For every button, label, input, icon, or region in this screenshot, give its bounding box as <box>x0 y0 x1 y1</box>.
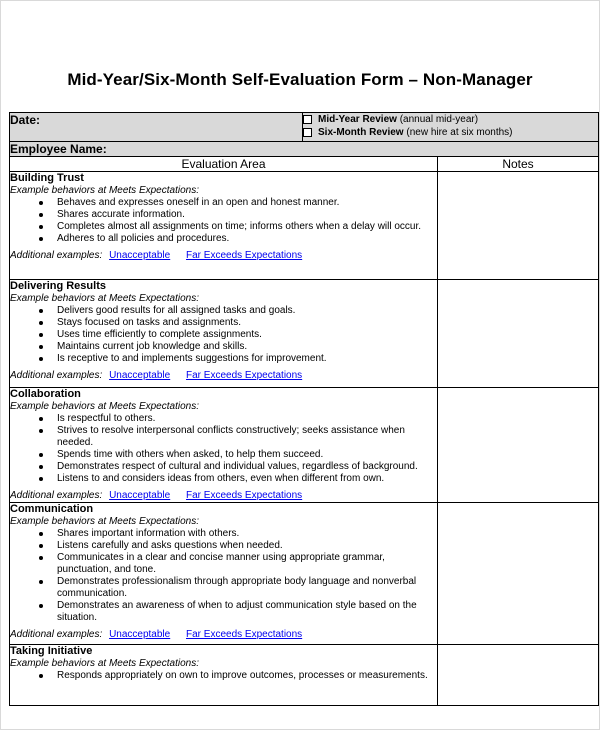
additional-examples-label: Additional examples: <box>10 370 103 381</box>
behavior-list <box>10 670 437 682</box>
unacceptable-link[interactable]: Unacceptable <box>109 490 171 501</box>
evaluation-area-cell <box>10 645 438 706</box>
notes-cell[interactable] <box>438 645 599 706</box>
behavior-item: Is receptive to and implements suggestions for improvement. <box>57 353 437 365</box>
behavior-list <box>10 413 437 485</box>
evaluation-area-cell <box>10 503 438 645</box>
additional-examples <box>10 370 437 382</box>
behavior-item: Strives to resolve interpersonal conflicts constructively; seeks assistance when needed. <box>57 425 437 449</box>
date-row <box>10 113 599 142</box>
unacceptable-link[interactable]: Unacceptable <box>109 629 171 640</box>
unacceptable-link[interactable]: Unacceptable <box>109 250 171 261</box>
far-exceeds-expectations-link[interactable]: Far Exceeds Expectations <box>186 629 303 640</box>
employee-row <box>10 142 599 157</box>
behavior-item: Uses time efficiently to complete assignments. <box>57 329 437 341</box>
behavior-item: Spends time with others when asked, to help them succeed. <box>57 449 437 461</box>
evaluation-row <box>10 280 599 388</box>
review-option-six-month[interactable] <box>303 126 598 139</box>
section-title: Taking Initiative <box>10 645 93 657</box>
behavior-item: Behaves and expresses oneself in an open and honest manner. <box>57 197 437 209</box>
evaluation-form-table <box>9 112 599 706</box>
behavior-item: Shares accurate information. <box>57 209 437 221</box>
section-title: Building Trust <box>10 172 84 184</box>
behavior-item: Is respectful to others. <box>57 413 437 425</box>
notes-cell[interactable] <box>438 503 599 645</box>
behavior-item: Completes almost all assignments on time; informs others when a delay will occur. <box>57 221 437 233</box>
review-option-name: Mid-Year Review <box>318 114 397 125</box>
example-behaviors-label: Example behaviors at Meets Expectations: <box>10 293 199 304</box>
example-behaviors-label: Example behaviors at Meets Expectations: <box>10 658 199 669</box>
section-title: Collaboration <box>10 388 81 400</box>
review-option-note: (new hire at six months) <box>406 127 513 138</box>
behavior-item: Demonstrates respect of cultural and individual values, regardless of background. <box>57 461 437 473</box>
evaluation-area-cell <box>10 388 438 503</box>
example-behaviors-label: Example behaviors at Meets Expectations: <box>10 401 199 412</box>
behavior-item: Demonstrates professionalism through appropriate body language and nonverbal communication. <box>57 576 437 600</box>
additional-examples <box>10 490 437 502</box>
employee-name-cell[interactable] <box>10 142 599 157</box>
checkbox[interactable] <box>303 115 312 124</box>
behavior-item: Responds appropriately on own to improve outcomes, processes or measurements. <box>57 670 437 682</box>
behavior-list <box>10 528 437 624</box>
section-title: Communication <box>10 503 94 515</box>
far-exceeds-expectations-link[interactable]: Far Exceeds Expectations <box>186 370 303 381</box>
evaluation-area-cell <box>10 172 438 280</box>
notes-cell[interactable] <box>438 172 599 280</box>
evaluation-row <box>10 503 599 645</box>
example-behaviors-label: Example behaviors at Meets Expectations: <box>10 516 199 527</box>
section-title: Delivering Results <box>10 280 106 292</box>
evaluation-row <box>10 645 599 706</box>
behavior-item: Listens to and considers ideas from others, even when different from own. <box>57 473 437 485</box>
far-exceeds-expectations-link[interactable]: Far Exceeds Expectations <box>186 490 303 501</box>
behavior-list <box>10 197 437 245</box>
behavior-item: Delivers good results for all assigned tasks and goals. <box>57 305 437 317</box>
far-exceeds-expectations-link[interactable]: Far Exceeds Expectations <box>186 250 303 261</box>
evaluation-row <box>10 388 599 503</box>
additional-examples <box>10 250 437 262</box>
additional-examples-label: Additional examples: <box>10 490 103 501</box>
evaluation-area-cell <box>10 280 438 388</box>
behavior-list <box>10 305 437 365</box>
additional-examples <box>10 629 437 641</box>
unacceptable-link[interactable]: Unacceptable <box>109 370 171 381</box>
date-cell[interactable] <box>10 113 303 142</box>
behavior-item: Maintains current job knowledge and skills. <box>57 341 437 353</box>
behavior-item: Communicates in a clear and concise manner using appropriate grammar, punctuation, and tone. <box>57 552 437 576</box>
date-label: Date: <box>10 113 41 127</box>
example-behaviors-label: Example behaviors at Meets Expectations: <box>10 185 199 196</box>
additional-examples-label: Additional examples: <box>10 250 103 261</box>
behavior-item: Shares important information with others. <box>57 528 437 540</box>
behavior-item: Adheres to all policies and procedures. <box>57 233 437 245</box>
column-header-notes: Notes <box>438 157 599 172</box>
notes-cell[interactable] <box>438 280 599 388</box>
form-title: Mid-Year/Six-Month Self-Evaluation Form – Non-Manager <box>67 70 533 89</box>
behavior-item: Listens carefully and asks questions when needed. <box>57 540 437 552</box>
review-option-name: Six-Month Review <box>318 127 404 138</box>
review-type-cell <box>303 113 599 142</box>
review-option-note: (annual mid-year) <box>399 114 479 125</box>
notes-cell[interactable] <box>438 388 599 503</box>
sections-body <box>10 172 599 706</box>
checkbox[interactable] <box>303 128 312 137</box>
evaluation-row <box>10 172 599 280</box>
column-header-row <box>10 157 599 172</box>
behavior-item: Stays focused on tasks and assignments. <box>57 317 437 329</box>
employee-name-label: Employee Name: <box>10 142 107 156</box>
column-header-area: Evaluation Area <box>10 157 438 172</box>
review-option-mid-year[interactable] <box>303 113 598 126</box>
behavior-item: Demonstrates an awareness of when to adjust communication style based on the situation. <box>57 600 437 624</box>
additional-examples-label: Additional examples: <box>10 629 103 640</box>
